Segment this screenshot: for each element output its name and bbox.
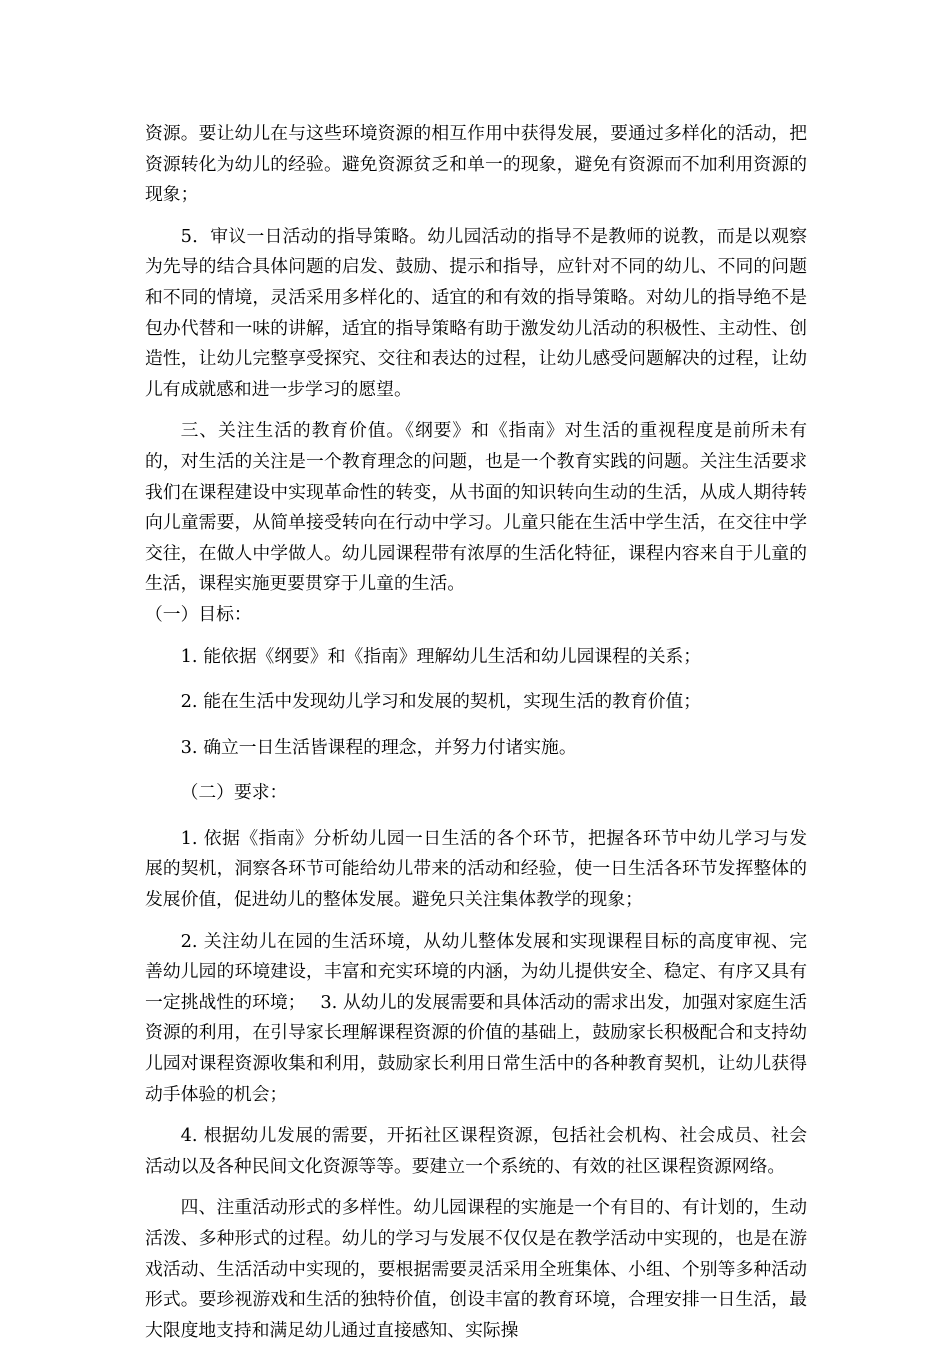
paragraph-section-three-heading: 三、关注生活的教育价值。《纲要》和《指南》对生活的重视程度是前所未有的，对生活的关注是一个教育理念的问题，也是一个教育实践的问题。关注生活要求我们在课程建设中实现革命性的转变，从书面的知识转向生动的生活，从成人期待转向儿童需要，从简单接受转向在行动中学习。儿童只能在生活中学生活，在交往中学交往，在做人中学做人。幼儿园课程带有浓厚的生活化特征，课程内容来自于儿童的生活，课程实施更要贯穿于儿童的生活。	[145, 420, 807, 595]
requirement-item-1: 1. 依据《指南》分析幼儿园一日生活的各个环节，把握各环节中幼儿学习与发展的契机，洞察各环节可能给幼儿带来的活动和经验，使一日生活各环节发挥整体的发展价值，促进幼儿的整体发展。避免只关注集体教学的现象；	[145, 827, 807, 911]
paragraph-guidance-strategy: 5．审议一日活动的指导策略。幼儿园活动的指导不是教师的说教，而是以观察为先导的结合具体问题的启发、鼓励、提示和指导，应针对不同的幼儿、不同的问题和不同的情境，灵活采用多样化的、适宜的和有效的指导策略。对幼儿的指导绝不是包办代替和一味的讲解，适宜的指导策略有助于激发幼儿活动的积极性、主动性、创造性，让幼儿完整享受探究、交往和表达的过程，让幼儿感受问题解决的过程，让幼儿有成就感和进一步学习的愿望。	[145, 225, 807, 400]
paragraph-section-four-heading: 四、注重活动形式的多样性。幼儿园课程的实施是一个有目的、有计划的，生动活泼、多种形式的过程。幼儿的学习与发展不仅仅是在教学活动中实现的，也是在游戏活动、生活活动中实现的，要根据需要灵活采用全班集体、小组、个别等多种活动形式。要珍视游戏和生活的独特价值，创设丰富的教育环境，合理安排一日生活，最大限度地支持和满足幼儿通过直接感知、实际操	[145, 1197, 807, 1341]
goal-item-2: 2. 能在生活中发现幼儿学习和发展的契机，实现生活的教育价值；	[180, 691, 702, 713]
goal-item-1: 1. 能依据《纲要》和《指南》理解幼儿生活和幼儿园课程的关系；	[180, 645, 702, 667]
subheading-requirements: （二）要求：	[180, 782, 288, 804]
subheading-goals: （一）目标：	[145, 603, 252, 625]
goal-item-3: 3. 确立一日生活皆课程的理念，并努力付诸实施。	[180, 736, 577, 758]
document-body	[145, 119, 807, 1357]
requirement-item-2-3: 2. 关注幼儿在园的生活环境，从幼儿整体发展和实现课程目标的高度审视、完善幼儿园的环境建设，丰富和充实环境的内涵，为幼儿提供安全、稳定、有序又具有一定挑战性的环境； 3. 从幼儿的发展需要和具体活动的需求出发，加强对家庭生活资源的利用，在引导家长理解课程资源的价值的基础上，鼓励家长积极配合和支持幼儿园对课程资源收集和利用，鼓励家长利用日常生活中的各种教育契机，让幼儿获得动手体验的机会；	[145, 930, 807, 1105]
requirement-item-4: 4. 根据幼儿发展的需要，开拓社区课程资源，包括社会机构、社会成员、社会活动以及各种民间文化资源等等。要建立一个系统的、有效的社区课程资源网络。	[145, 1125, 807, 1177]
paragraph-resources-continued: 资源。要让幼儿在与这些环境资源的相互作用中获得发展，要通过多样化的活动，把资源转化为幼儿的经验。避免资源贫乏和单一的现象，避免有资源而不加利用资源的现象；	[145, 123, 807, 206]
